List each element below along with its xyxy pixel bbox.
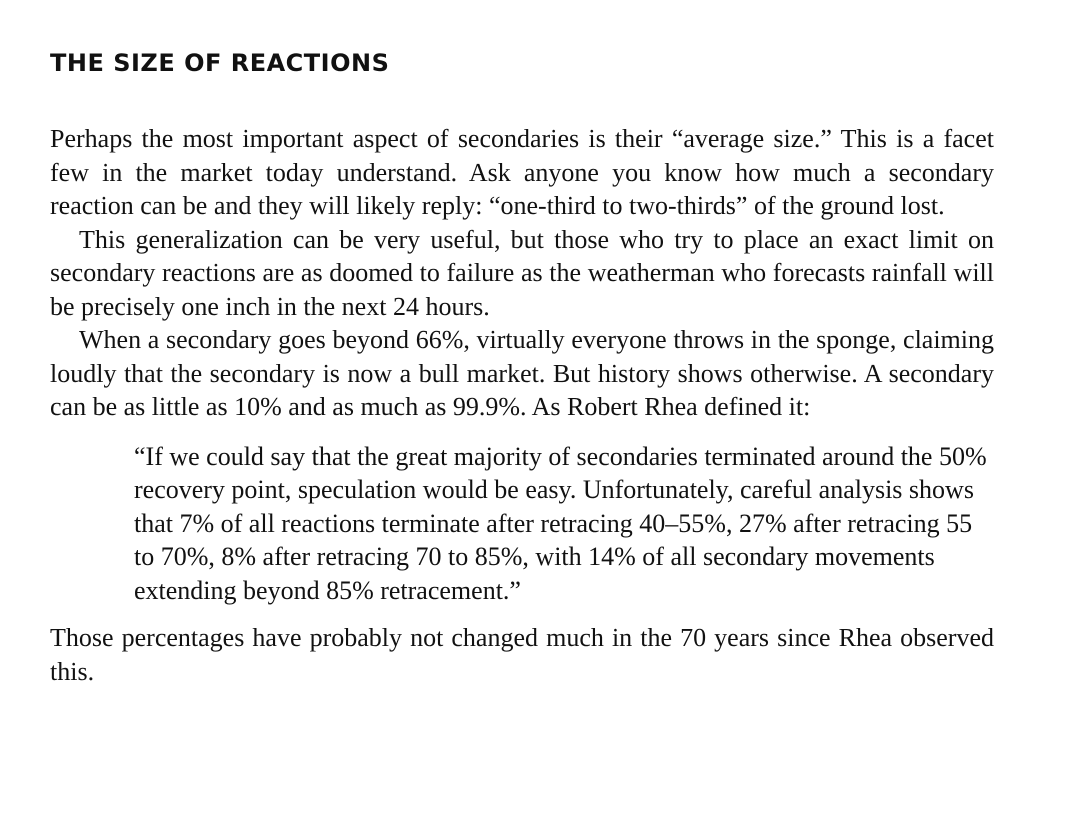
rhea-quote: “If we could say that the great majority of secondaries terminated around the 50% recovery point, speculation would be easy. Unfortunately, careful analysis shows that 7% of all reactions terminate after retracing 40–55%, 27% after retracing 55 to 70%, 8% after retracing 70 to 85%, with 14% of all secondary movements extending beyond 85% retracement.” bbox=[134, 441, 987, 605]
document-page bbox=[50, 40, 994, 688]
paragraph-2: This generalization can be very useful, but those who try to place an exact limit on secondary reactions are as doomed to failure as the weatherman who forecasts rainfall will be precisely one inch in the next 24 hours. bbox=[50, 224, 994, 321]
paragraph-3: When a secondary goes beyond 66%, virtually everyone throws in the sponge, claiming loudly that the secondary is now a bull market. But history shows otherwise. A secondary can be as little as 10% and as much as 99.9%. As Robert Rhea defined it: bbox=[50, 325, 994, 421]
section-heading: THE SIZE OF REACTIONS bbox=[50, 49, 390, 77]
closing-paragraph: Those percentages have probably not changed much in the 70 years since Rhea observed this. bbox=[50, 623, 994, 686]
paragraph-1: Perhaps the most important aspect of secondaries is their “average size.” This is a facet few in the market today understand. Ask anyone you know how much a secondary reaction can be and they will likely reply: “one-third to two-thirds” of the ground lost. bbox=[50, 124, 994, 220]
